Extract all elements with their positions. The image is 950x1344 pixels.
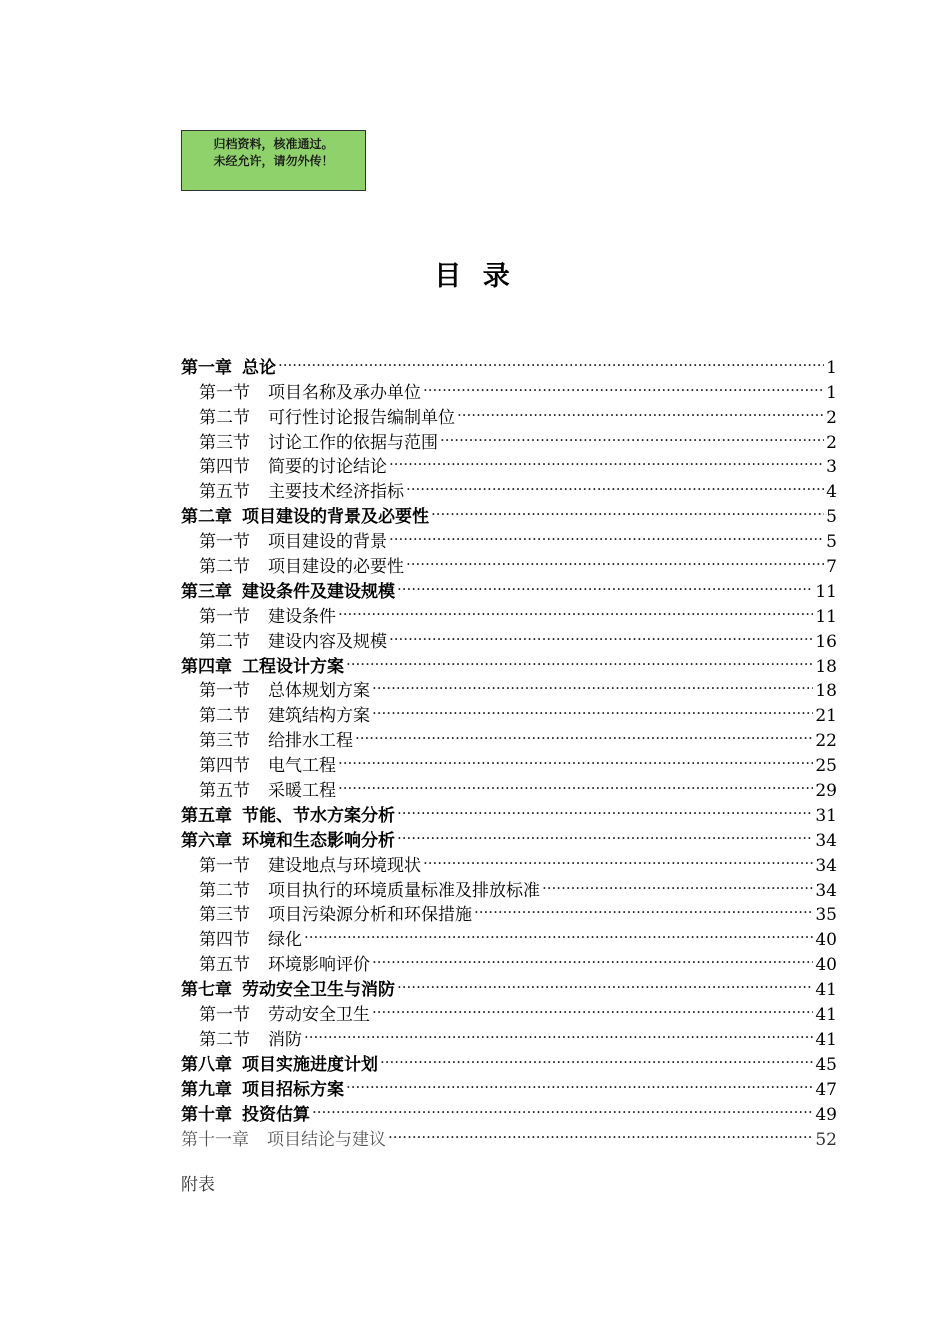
toc-entry-title: 消防 bbox=[268, 1029, 302, 1050]
toc-dot-leader bbox=[372, 945, 813, 970]
toc-entry-title: 建筑结构方案 bbox=[268, 706, 370, 727]
toc-dot-leader bbox=[397, 572, 813, 597]
toc-entry-page: 34 bbox=[815, 830, 837, 851]
toc-entry-title: 劳动安全卫生 bbox=[268, 1005, 370, 1026]
toc-entry-number: 第六章 bbox=[181, 830, 232, 851]
toc-entry-number: 第三章 bbox=[181, 581, 232, 602]
toc-entry-label bbox=[181, 978, 395, 1003]
toc-dot-leader bbox=[389, 622, 813, 647]
toc-dot-leader bbox=[397, 796, 813, 821]
toc-entry-number: 第一节 bbox=[199, 606, 250, 627]
toc-entry-title: 主要技术经济指标 bbox=[268, 482, 404, 503]
toc-entry-page: 31 bbox=[815, 805, 837, 826]
toc-entry-title: 劳动安全卫生与消防 bbox=[242, 980, 395, 1001]
toc-dot-leader bbox=[304, 920, 813, 945]
toc-entry-title: 建设条件及建设规模 bbox=[242, 581, 395, 602]
toc-entry-title: 总论 bbox=[242, 357, 276, 378]
toc-entry-label bbox=[181, 356, 276, 381]
toc-entry-page: 41 bbox=[815, 1029, 837, 1050]
toc-entry-page: 21 bbox=[815, 706, 837, 727]
toc-entry-page: 3 bbox=[826, 457, 837, 478]
toc-entry-number: 第五节 bbox=[199, 955, 250, 976]
toc-entry-label bbox=[199, 605, 336, 630]
toc-entry-title: 项目建设的背景 bbox=[268, 532, 387, 553]
toc-entry-page: 7 bbox=[826, 557, 837, 578]
toc-dot-leader bbox=[389, 448, 824, 473]
toc-dot-leader bbox=[440, 423, 824, 448]
toc-entry-label bbox=[199, 1028, 302, 1053]
toc-entry-label bbox=[181, 1128, 386, 1153]
toc-entry-number: 第一节 bbox=[199, 681, 250, 702]
toc-entry-page: 11 bbox=[815, 581, 837, 602]
toc-dot-leader bbox=[372, 696, 813, 721]
toc-dot-leader bbox=[355, 721, 813, 746]
toc-dot-leader bbox=[372, 995, 813, 1020]
toc-entry-number: 第三节 bbox=[199, 432, 250, 453]
toc-dot-leader bbox=[388, 1120, 813, 1145]
toc-entry-label bbox=[199, 754, 336, 779]
toc-entry-number: 第五章 bbox=[181, 805, 232, 826]
toc-entry-page: 29 bbox=[815, 781, 837, 802]
toc-entry-number: 第四节 bbox=[199, 930, 250, 951]
toc-entry[interactable] bbox=[181, 348, 837, 378]
toc-entry-title: 项目建设的背景及必要性 bbox=[242, 507, 429, 528]
toc-entry-number: 第一章 bbox=[181, 357, 232, 378]
toc-entry-page: 1 bbox=[826, 382, 837, 403]
toc-entry-label bbox=[199, 704, 370, 729]
toc-entry-page: 25 bbox=[815, 756, 837, 777]
archive-stamp bbox=[181, 130, 366, 191]
toc-entry-number: 第三节 bbox=[199, 731, 250, 752]
toc-entry-number: 第二章 bbox=[181, 507, 232, 528]
toc-entry-number: 第九章 bbox=[181, 1079, 232, 1100]
toc-dot-leader bbox=[457, 398, 824, 423]
stamp-line-2: 未经允许，请勿外传！ bbox=[213, 154, 334, 168]
toc-dot-leader bbox=[406, 547, 824, 572]
toc-entry-label bbox=[199, 729, 353, 754]
toc-entry-title: 节能、节水方案分析 bbox=[242, 805, 395, 826]
toc-dot-leader bbox=[474, 896, 813, 921]
toc-entry-number: 第二节 bbox=[199, 706, 250, 727]
page-title: 目 录 bbox=[434, 261, 516, 292]
toc-entry-label bbox=[181, 655, 344, 680]
toc-entry-title: 电气工程 bbox=[268, 756, 336, 777]
toc-entry-title: 项目执行的环境质量标准及排放标准 bbox=[268, 880, 540, 901]
toc-entry-page: 5 bbox=[826, 532, 837, 553]
toc-dot-leader bbox=[304, 1020, 813, 1045]
toc-entry-title: 项目结论与建议 bbox=[267, 1129, 386, 1150]
toc-entry-page: 52 bbox=[815, 1129, 837, 1150]
toc-entry-page: 1 bbox=[826, 357, 837, 378]
toc-entry-page: 4 bbox=[826, 482, 837, 503]
toc-dot-leader bbox=[423, 373, 824, 398]
toc-dot-leader bbox=[397, 821, 813, 846]
toc-entry-label bbox=[199, 679, 370, 704]
toc-entry-number: 第二节 bbox=[199, 1029, 250, 1050]
toc-entry-number: 第四章 bbox=[181, 656, 232, 677]
toc-entry-page: 5 bbox=[826, 507, 837, 528]
toc-entry-number: 第二节 bbox=[199, 557, 250, 578]
appendix-label: 附表 bbox=[181, 1175, 215, 1195]
toc-entry-number: 第五节 bbox=[199, 482, 250, 503]
toc-entry-number: 第八章 bbox=[181, 1054, 232, 1075]
toc-entry-number: 第二节 bbox=[199, 880, 250, 901]
toc-entry-page: 34 bbox=[815, 880, 837, 901]
toc-entry-page: 45 bbox=[815, 1054, 837, 1075]
toc-entry-label bbox=[199, 455, 387, 480]
toc-entry-page: 49 bbox=[815, 1104, 837, 1125]
toc-entry-title: 给排水工程 bbox=[268, 731, 353, 752]
toc-dot-leader bbox=[431, 497, 824, 522]
toc-entry-label bbox=[199, 854, 421, 879]
toc-entry-title: 项目实施进度计划 bbox=[242, 1054, 378, 1075]
toc-entry-title: 项目招标方案 bbox=[242, 1079, 344, 1100]
toc-entry-label bbox=[199, 779, 336, 804]
toc-dot-leader bbox=[380, 1045, 813, 1070]
toc-entry-title: 讨论工作的依据与范围 bbox=[268, 432, 438, 453]
toc-entry-title: 工程设计方案 bbox=[242, 656, 344, 677]
toc-entry-label bbox=[181, 1103, 310, 1128]
toc-entry-number: 第二节 bbox=[199, 631, 250, 652]
toc-entry-page: 40 bbox=[815, 955, 837, 976]
toc-dot-leader bbox=[338, 597, 813, 622]
toc-dot-leader bbox=[338, 746, 813, 771]
toc-entry-title: 采暖工程 bbox=[268, 781, 336, 802]
toc-entry-page: 18 bbox=[815, 681, 837, 702]
toc-entry-label bbox=[199, 555, 404, 580]
toc-dot-leader bbox=[346, 1070, 813, 1095]
toc-entry-page: 35 bbox=[815, 905, 837, 926]
toc-entry-number: 第七章 bbox=[181, 980, 232, 1001]
toc-entry-label bbox=[181, 804, 395, 829]
toc-entry-number: 第一节 bbox=[199, 1005, 250, 1026]
toc-entry-label bbox=[199, 480, 404, 505]
toc-entry-title: 项目建设的必要性 bbox=[268, 557, 404, 578]
toc-entry-label bbox=[199, 953, 370, 978]
toc-entry-number: 第四节 bbox=[199, 756, 250, 777]
toc-entry-label bbox=[199, 406, 455, 431]
toc-dot-leader bbox=[389, 522, 824, 547]
toc-entry-number: 第十一章 bbox=[181, 1129, 249, 1150]
toc-entry-page: 16 bbox=[815, 631, 837, 652]
toc-entry-number: 第三节 bbox=[199, 905, 250, 926]
toc-dot-leader bbox=[372, 672, 813, 697]
toc-entry-number: 第一节 bbox=[199, 382, 250, 403]
toc-entry-title: 建设地点与环境现状 bbox=[268, 855, 421, 876]
toc-entry-title: 简要的讨论结论 bbox=[268, 457, 387, 478]
toc-entry[interactable] bbox=[181, 373, 837, 403]
toc-entry-page: 18 bbox=[815, 656, 837, 677]
toc-entry-label bbox=[181, 829, 395, 854]
toc-entry-number: 第五节 bbox=[199, 781, 250, 802]
toc-entry-number: 第十章 bbox=[181, 1104, 232, 1125]
toc-dot-leader bbox=[397, 970, 813, 995]
table-of-contents bbox=[181, 348, 837, 1150]
toc-entry-page: 11 bbox=[815, 606, 837, 627]
toc-entry-number: 第四节 bbox=[199, 457, 250, 478]
toc-entry-label bbox=[199, 530, 387, 555]
toc-entry-title: 项目污染源分析和环保措施 bbox=[268, 905, 472, 926]
toc-entry-title: 可行性讨论报告编制单位 bbox=[268, 407, 455, 428]
stamp-line-1: 归档资料，核准通过。 bbox=[213, 137, 334, 151]
toc-entry-title: 建设内容及规模 bbox=[268, 631, 387, 652]
toc-entry-page: 2 bbox=[826, 407, 837, 428]
toc-entry-title: 环境和生态影响分析 bbox=[242, 830, 395, 851]
toc-entry-title: 项目名称及承办单位 bbox=[268, 382, 421, 403]
toc-entry-title: 建设条件 bbox=[268, 606, 336, 627]
toc-entry-number: 第一节 bbox=[199, 532, 250, 553]
toc-entry-label bbox=[199, 928, 302, 953]
toc-entry-title: 环境影响评价 bbox=[268, 955, 370, 976]
toc-entry-page: 40 bbox=[815, 930, 837, 951]
toc-entry-title: 投资估算 bbox=[242, 1104, 310, 1125]
toc-entry-page: 22 bbox=[815, 731, 837, 752]
toc-dot-leader bbox=[278, 348, 824, 373]
toc-dot-leader bbox=[346, 647, 813, 672]
toc-entry-label bbox=[199, 381, 421, 406]
toc-entry-title: 绿化 bbox=[268, 930, 302, 951]
toc-dot-leader bbox=[312, 1095, 813, 1120]
toc-entry-number: 第一节 bbox=[199, 855, 250, 876]
toc-entry-page: 41 bbox=[815, 1005, 837, 1026]
toc-dot-leader bbox=[542, 871, 813, 896]
toc-entry-page: 2 bbox=[826, 432, 837, 453]
toc-entry-page: 41 bbox=[815, 980, 837, 1001]
toc-entry-title: 总体规划方案 bbox=[268, 681, 370, 702]
toc-dot-leader bbox=[406, 472, 824, 497]
toc-dot-leader bbox=[423, 846, 813, 871]
toc-entry-number: 第二节 bbox=[199, 407, 250, 428]
toc-entry-page: 47 bbox=[815, 1079, 837, 1100]
toc-entry-page: 34 bbox=[815, 855, 837, 876]
toc-dot-leader bbox=[338, 771, 813, 796]
